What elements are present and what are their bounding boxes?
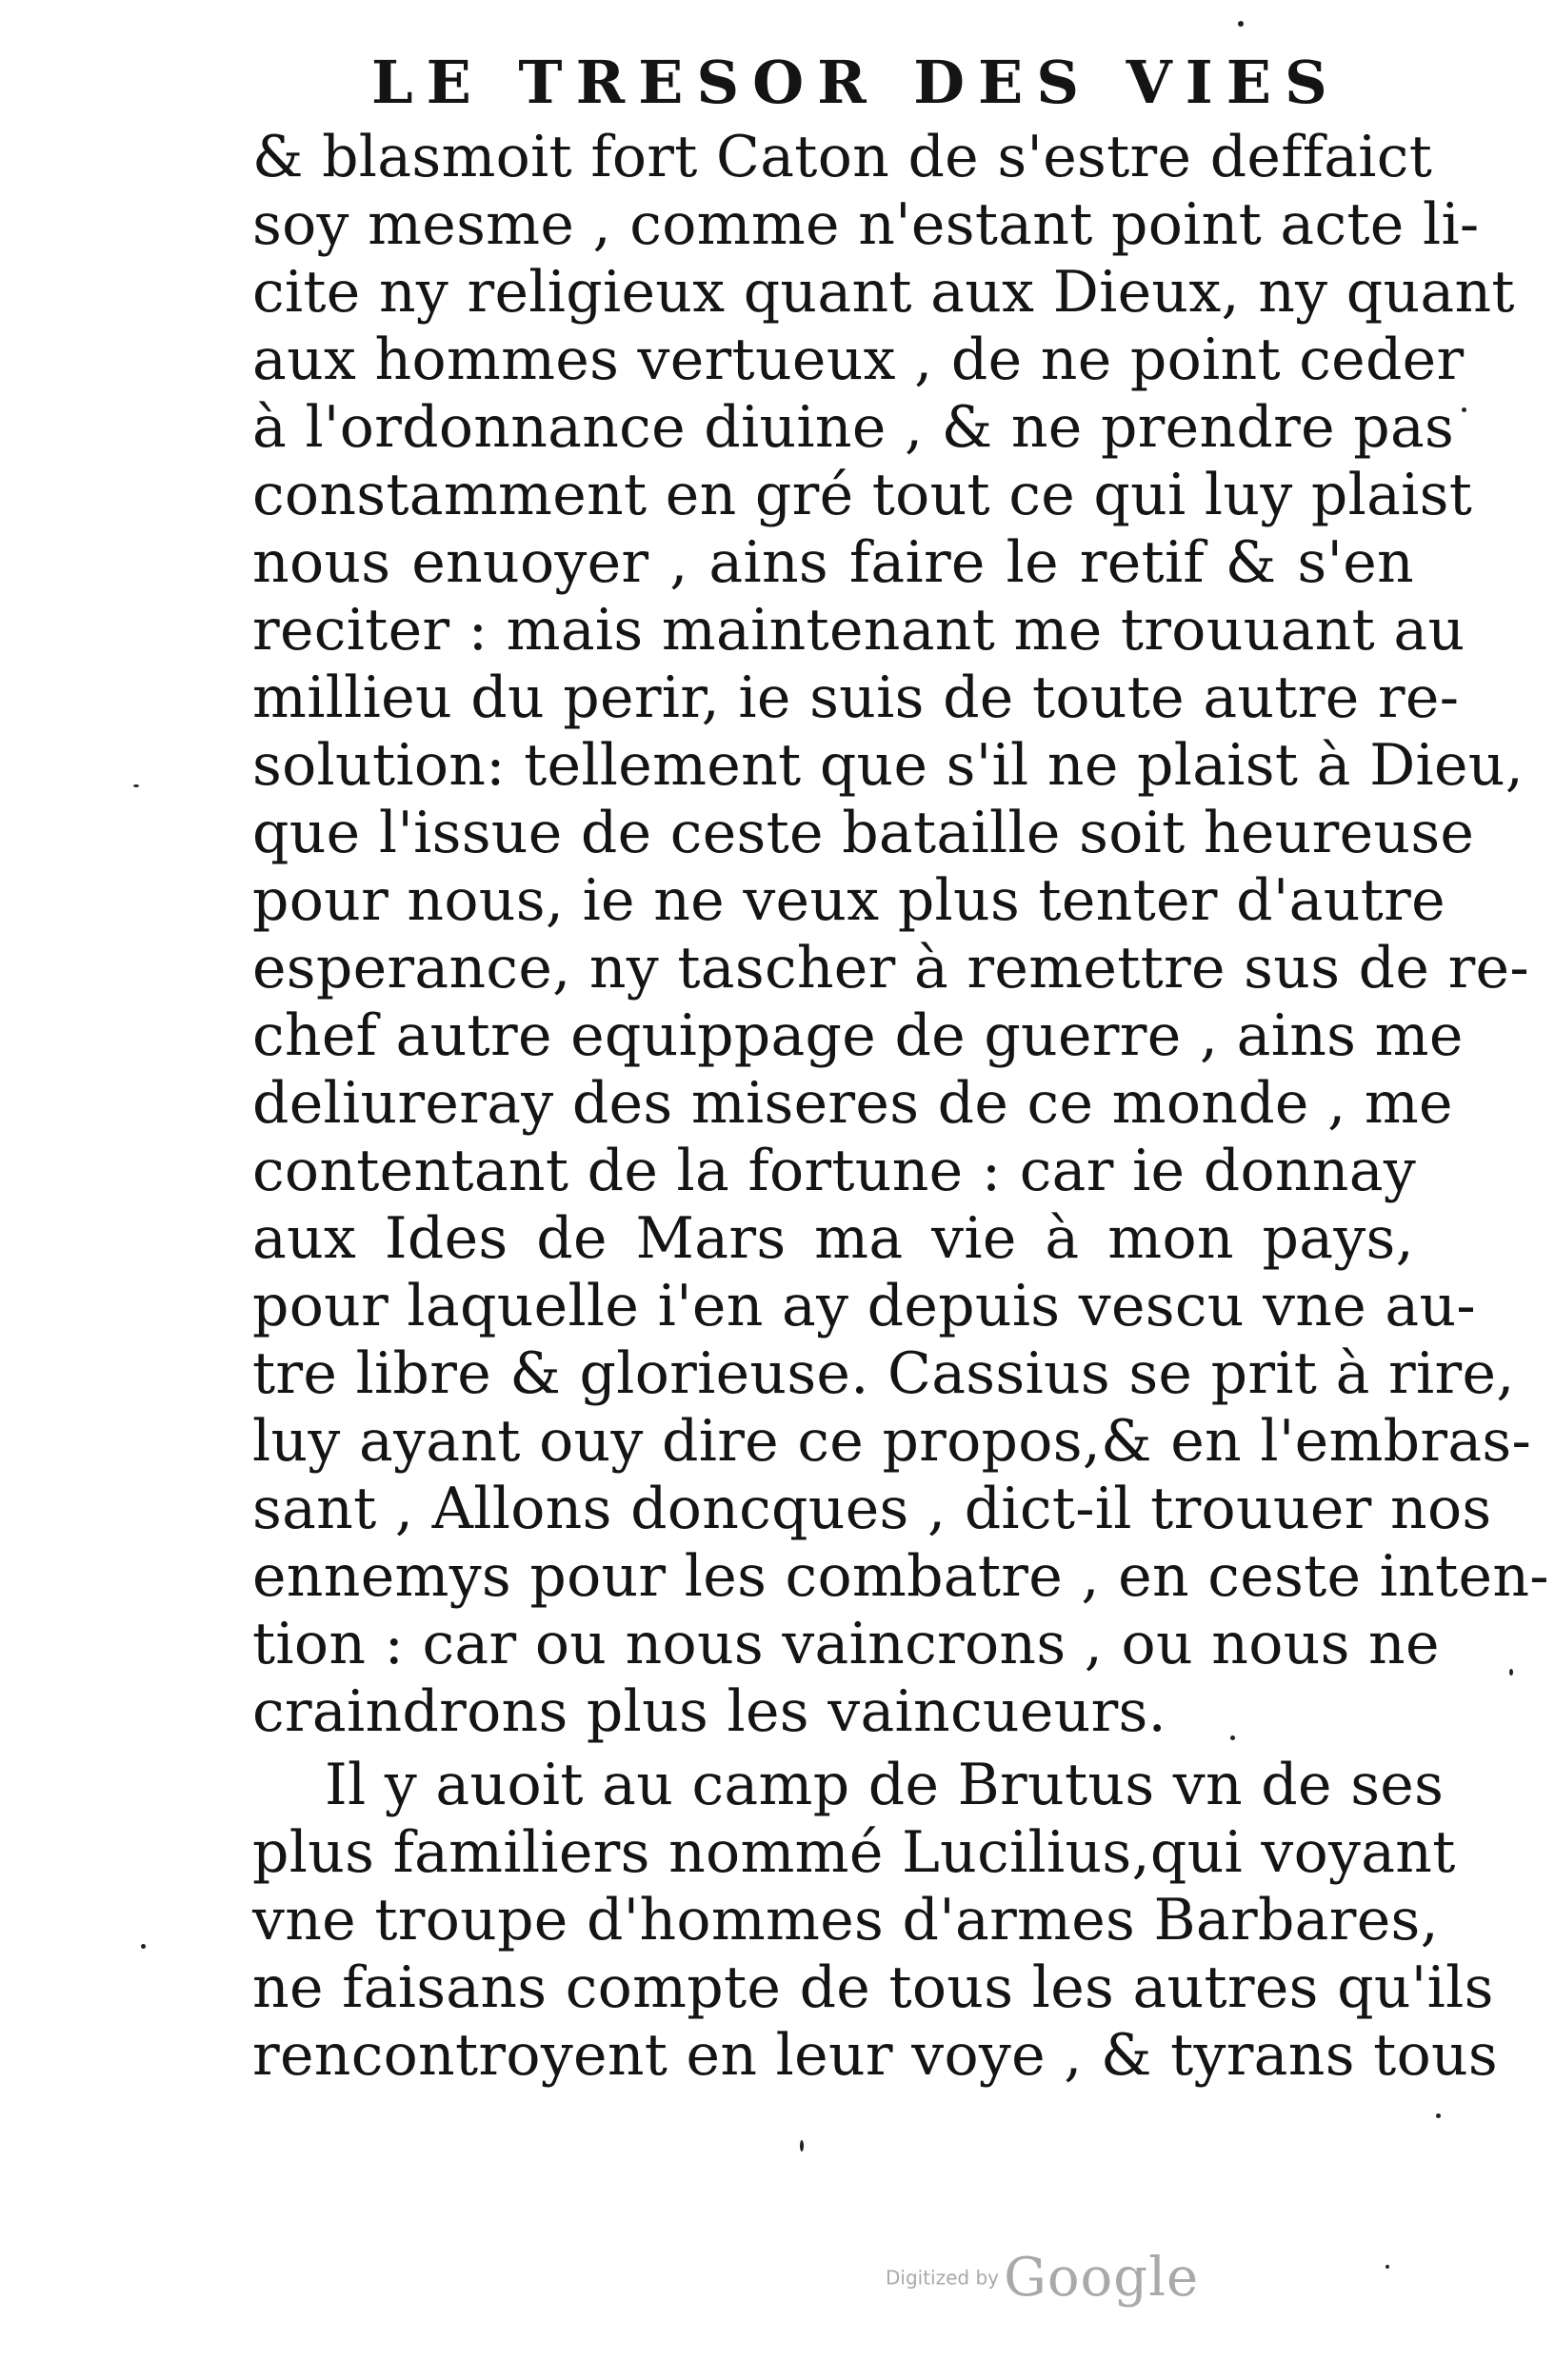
text-line: que l'issue de ceste bataille soit heureuse <box>252 800 1475 866</box>
scan-speck <box>1436 2113 1441 2118</box>
scan-speck <box>1238 21 1244 27</box>
text-block <box>252 124 1549 2090</box>
text-line: chef autre equippage de guerre , ains me <box>252 1002 1464 1069</box>
text-line: deliureray des miseres de ce monde , me <box>252 1070 1453 1137</box>
text-line: ennemys pour les combatre , en ceste inten- <box>252 1543 1549 1610</box>
text-line: aux hommes vertueux , de ne point ceder <box>252 327 1465 393</box>
paragraph-end-line: craindrons plus les vaincueurs. <box>252 1678 1167 1745</box>
paragraph-start-line: Il y auoit au camp de Brutus vn de ses <box>325 1752 1445 1818</box>
scan-speck <box>1386 2265 1389 2269</box>
text-line: constamment en gré tout ce qui luy plaist <box>252 462 1473 528</box>
scan-speck <box>1462 407 1466 412</box>
text-line: soy mesme , comme n'estant point acte li- <box>252 191 1480 258</box>
text-line: rencontroyent en leur voye , & tyrans tous <box>252 2022 1499 2089</box>
text-line: luy ayant ouy dire ce propos,& en l'embras- <box>252 1408 1532 1475</box>
text-line: cite ny religieux quant aux Dieux, ny quant <box>252 259 1515 326</box>
text-line: ne faisans compte de tous les autres qu'ils <box>252 1954 1494 2021</box>
scan-speck <box>133 784 139 787</box>
text-line: millieu du perir, ie suis de toute autre re- <box>252 664 1460 731</box>
scan-speck <box>141 1944 146 1949</box>
text-line: vne troupe d'hommes d'armes Barbares, <box>252 1887 1439 1954</box>
text-line: pour nous, ie ne veux plus tenter d'autre <box>252 867 1445 934</box>
text-line: esperance, ny tascher à remettre sus de re- <box>252 935 1529 1002</box>
google-logo: Google <box>1004 2247 1200 2309</box>
text-line: contentant de la fortune : car ie donnay <box>252 1138 1417 1204</box>
running-head: LE TRESOR DES VIES <box>371 48 1341 117</box>
text-line: pour laquelle i'en ay depuis vescu vne au- <box>252 1273 1476 1339</box>
google-watermark <box>886 2247 1200 2309</box>
text-line: aux Ides de Mars ma vie à mon pays, <box>252 1205 1414 1272</box>
text-line: & blasmoit fort Caton de s'estre deffaict <box>252 124 1433 190</box>
text-line: tre libre & glorieuse. Cassius se prit à rire, <box>252 1340 1515 1407</box>
digitized-by-label: Digitized by <box>886 2266 999 2290</box>
scan-speck <box>1230 1735 1235 1740</box>
scan-speck <box>1509 1669 1513 1676</box>
text-line: plus familiers nommé Lucilius,qui voyant <box>252 1819 1456 1886</box>
scan-speck <box>800 2140 804 2152</box>
text-line: reciter : mais maintenant me trouuant au <box>252 597 1465 664</box>
text-line: solution: tellement que s'il ne plaist à Dieu, <box>252 732 1525 799</box>
text-line: tion : car ou nous vaincrons , ou nous ne <box>252 1611 1440 1677</box>
text-line: nous enuoyer , ains faire le retif & s'en <box>252 529 1414 596</box>
text-line: sant , Allons doncques , dict-il trouuer nos <box>252 1476 1492 1542</box>
text-line: à l'ordonnance diuine , & ne prendre pas <box>252 394 1455 461</box>
